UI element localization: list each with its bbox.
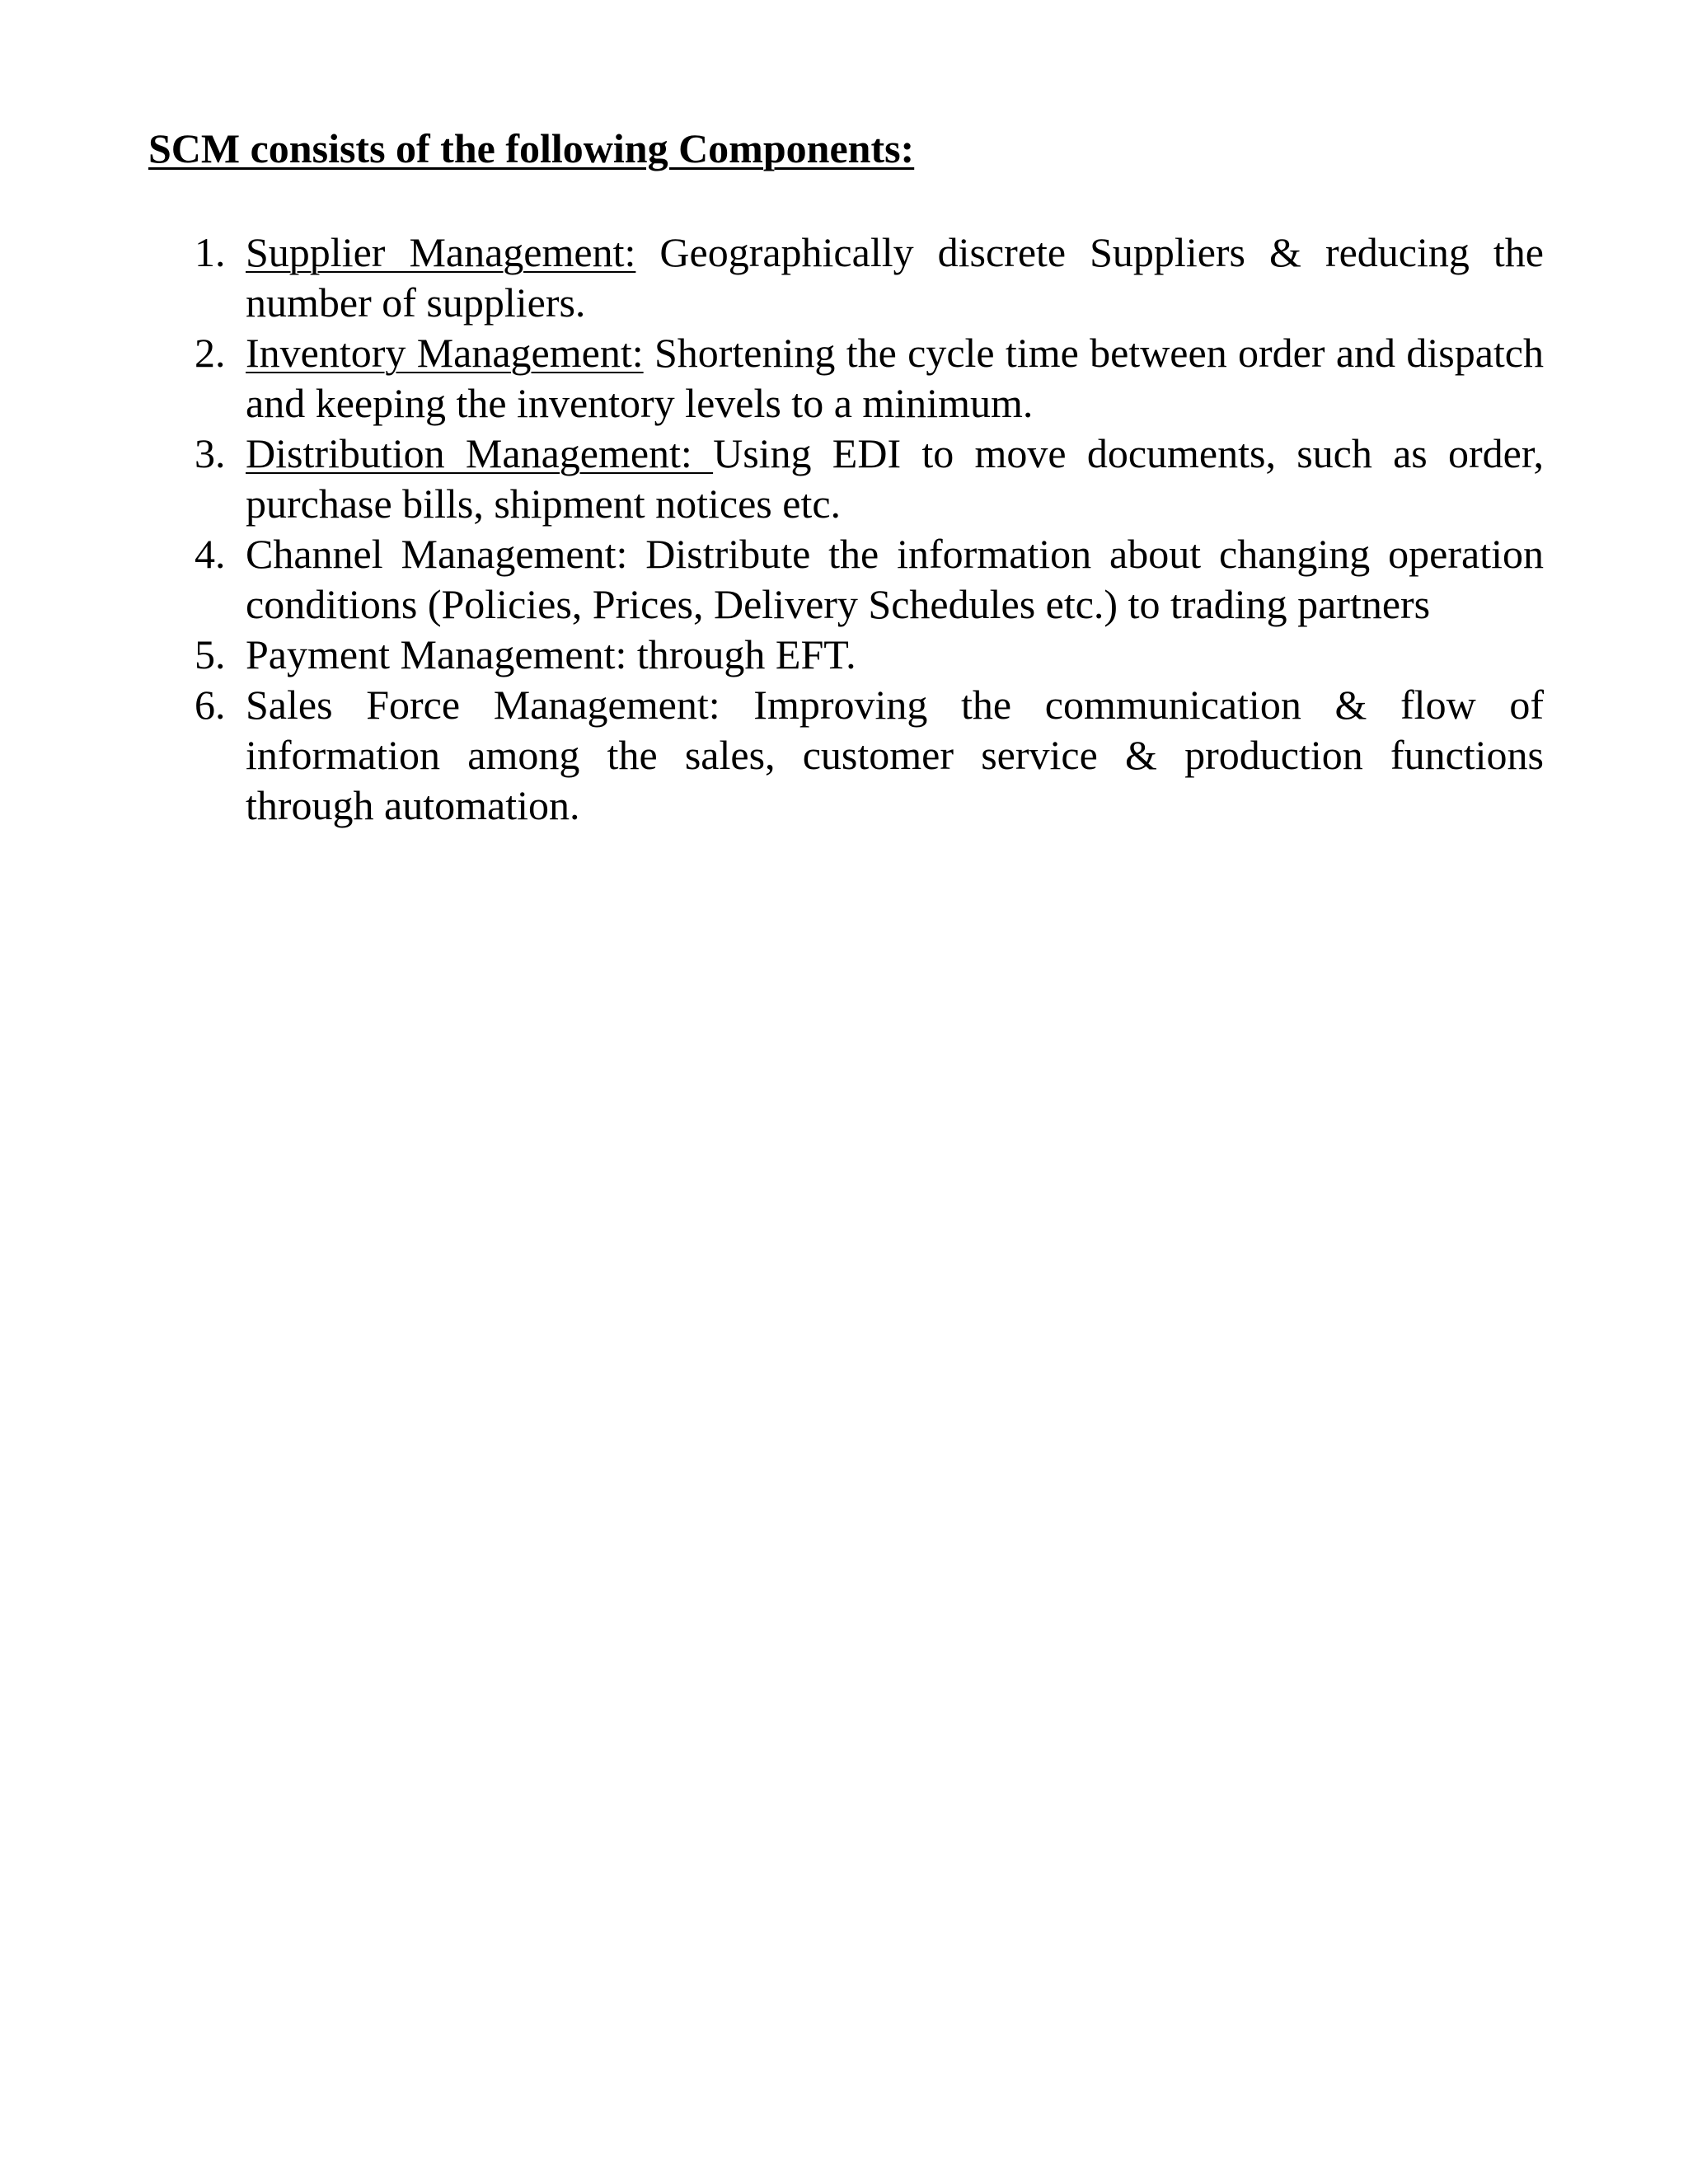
item-number: 6. [195, 682, 226, 728]
item-term: Sales Force Management: [246, 682, 720, 728]
item-text: Using EDI to move documents, such as order, purchase bills, shipment notices etc. [246, 430, 1545, 527]
item-number: 2. [195, 330, 226, 376]
item-term: Supplier Management: [246, 229, 636, 275]
list-item-sales-force-management [0, 680, 1544, 831]
item-number: 1. [195, 229, 226, 275]
page-heading: SCM consists of the following Components: [148, 125, 915, 171]
item-text: Geographically discrete Suppliers & reducing the number of suppliers. [246, 229, 1545, 326]
item-term: Channel Management: [246, 531, 628, 577]
item-text: Shortening the cycle time between order and dispatch and keeping the inventory levels to a minimum. [246, 330, 1544, 426]
components-list [0, 227, 1688, 831]
list-item-payment-management [0, 630, 1544, 680]
list-item-supplier-management [0, 227, 1544, 328]
item-text: through EFT. [626, 631, 856, 677]
item-term: Distribution Management: [246, 430, 714, 476]
item-number: 4. [195, 531, 226, 577]
item-text: Distribute the information about changing operation conditions (Policies, Prices, Delivery Schedules etc.) to trading partners [246, 531, 1544, 627]
list-item-distribution-management [0, 429, 1544, 529]
item-term: Inventory Management: [246, 330, 644, 376]
item-number: 3. [195, 430, 226, 476]
list-item-channel-management [0, 529, 1544, 630]
item-number: 5. [195, 631, 226, 677]
item-term: Payment Management: [246, 631, 627, 677]
item-text: Improving the communication & flow of information among the sales, customer service & production functions through automation. [246, 682, 1544, 828]
list-item-inventory-management [0, 328, 1544, 429]
